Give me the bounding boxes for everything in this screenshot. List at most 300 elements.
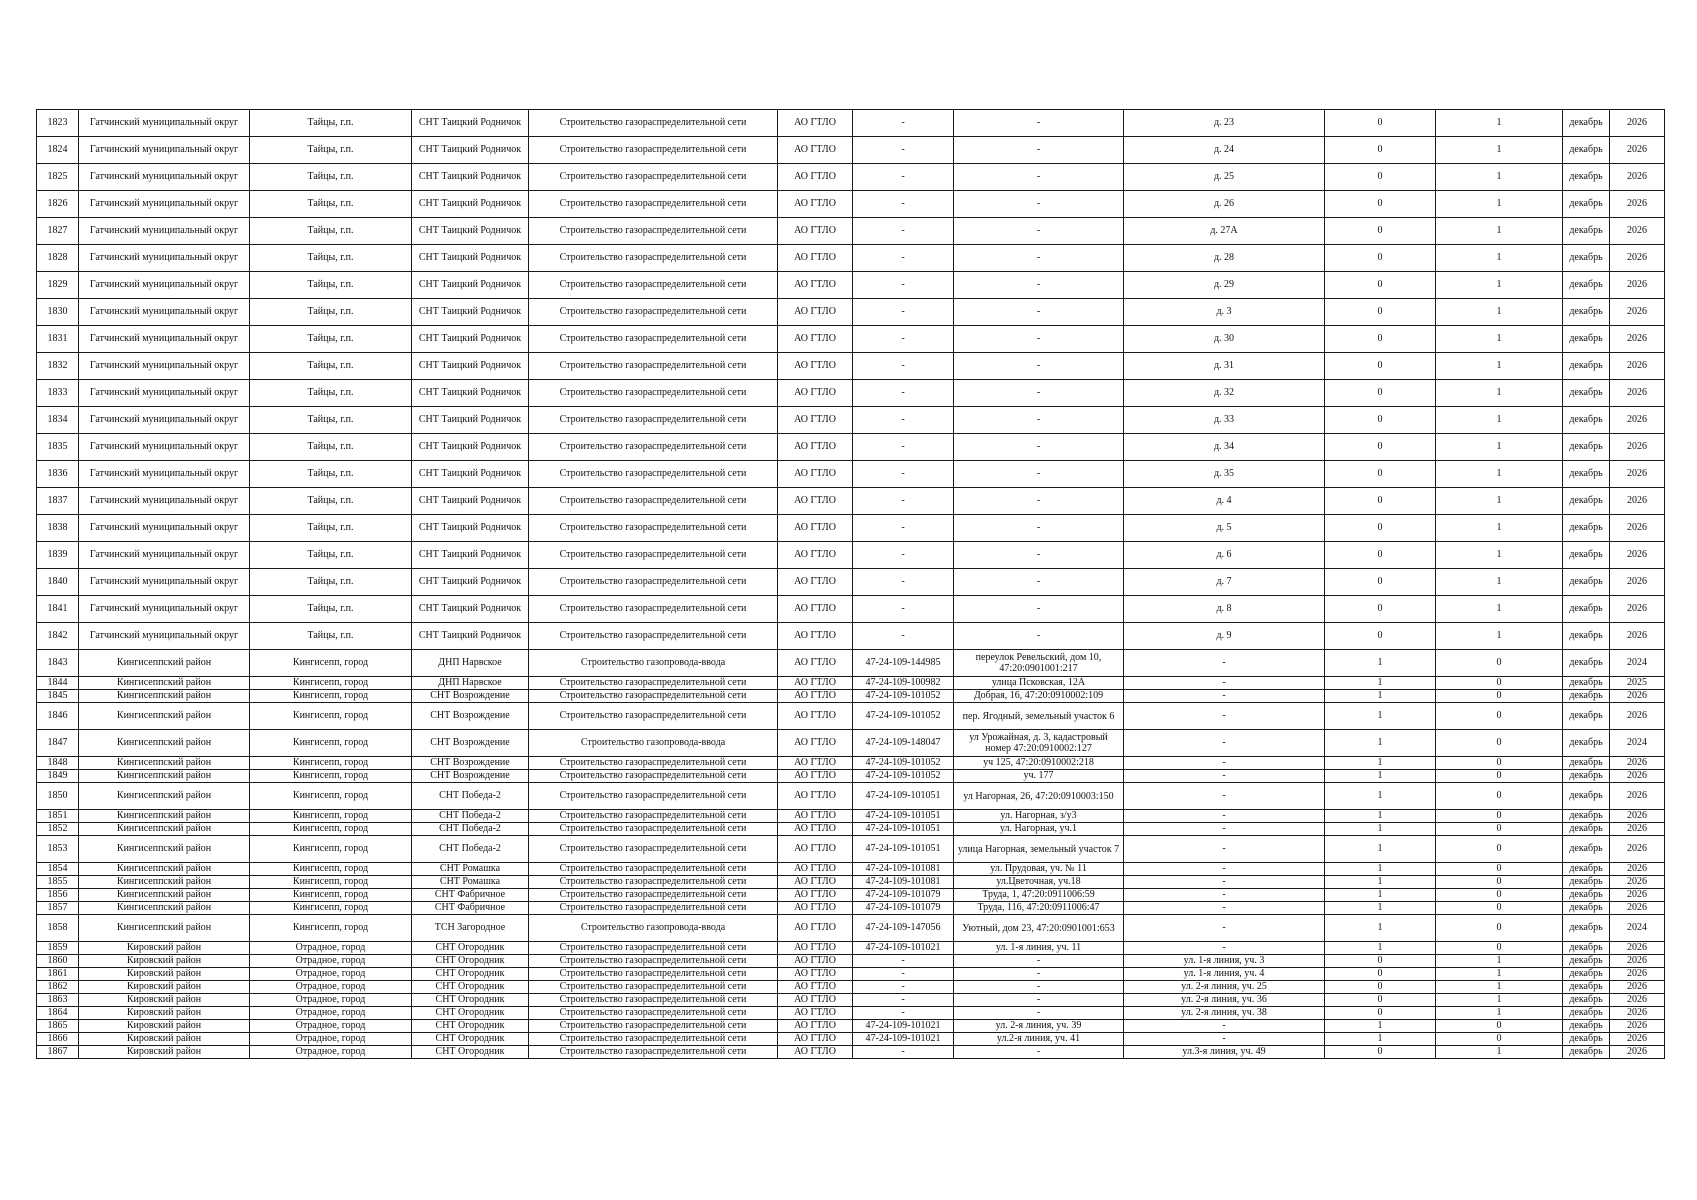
organization-cell: АО ГТЛО bbox=[778, 1020, 853, 1033]
house-cell: д. 3 bbox=[1124, 299, 1325, 326]
district-cell: Кировский район bbox=[79, 1020, 250, 1033]
month-cell: декабрь bbox=[1563, 1033, 1610, 1046]
table-row bbox=[37, 889, 1665, 902]
application-code-cell: - bbox=[853, 968, 954, 981]
count-a-cell: 0 bbox=[1325, 245, 1436, 272]
work-type-cell: Строительство газораспределительной сети bbox=[529, 1046, 778, 1059]
organization-cell: АО ГТЛО bbox=[778, 942, 853, 955]
locality-cell: Отрадное, город bbox=[250, 1007, 412, 1020]
count-a-cell: 1 bbox=[1325, 876, 1436, 889]
work-type-cell: Строительство газораспределительной сети bbox=[529, 380, 778, 407]
organization-cell: АО ГТЛО bbox=[778, 596, 853, 623]
table-row bbox=[37, 703, 1665, 730]
organization-cell: АО ГТЛО bbox=[778, 836, 853, 863]
locality-cell: Тайцы, г.п. bbox=[250, 488, 412, 515]
month-cell: декабрь bbox=[1563, 650, 1610, 677]
year-cell: 2026 bbox=[1610, 889, 1665, 902]
count-b-cell: 1 bbox=[1436, 1046, 1563, 1059]
application-code-cell: - bbox=[853, 981, 954, 994]
month-cell: декабрь bbox=[1563, 299, 1610, 326]
count-b-cell: 1 bbox=[1436, 191, 1563, 218]
month-cell: декабрь bbox=[1563, 902, 1610, 915]
work-type-cell: Строительство газораспределительной сети bbox=[529, 994, 778, 1007]
snt-cell: СНТ Таицкий Родничок bbox=[412, 164, 529, 191]
district-cell: Гатчинский муниципальный округ bbox=[79, 488, 250, 515]
snt-cell: СНТ Таицкий Родничок bbox=[412, 569, 529, 596]
count-a-cell: 0 bbox=[1325, 515, 1436, 542]
month-cell: декабрь bbox=[1563, 110, 1610, 137]
count-a-cell: 0 bbox=[1325, 981, 1436, 994]
snt-cell: СНТ Победа-2 bbox=[412, 810, 529, 823]
row-number: 1866 bbox=[37, 1033, 79, 1046]
month-cell: декабрь bbox=[1563, 770, 1610, 783]
table-row bbox=[37, 596, 1665, 623]
month-cell: декабрь bbox=[1563, 823, 1610, 836]
count-a-cell: 1 bbox=[1325, 942, 1436, 955]
count-b-cell: 1 bbox=[1436, 380, 1563, 407]
row-number: 1840 bbox=[37, 569, 79, 596]
district-cell: Кингисеппский район bbox=[79, 823, 250, 836]
month-cell: декабрь bbox=[1563, 218, 1610, 245]
district-cell: Гатчинский муниципальный округ bbox=[79, 272, 250, 299]
snt-cell: СНТ Возрождение bbox=[412, 770, 529, 783]
month-cell: декабрь bbox=[1563, 488, 1610, 515]
work-type-cell: Строительство газораспределительной сети bbox=[529, 690, 778, 703]
count-b-cell: 0 bbox=[1436, 863, 1563, 876]
count-a-cell: 0 bbox=[1325, 191, 1436, 218]
organization-cell: АО ГТЛО bbox=[778, 981, 853, 994]
count-a-cell: 0 bbox=[1325, 968, 1436, 981]
district-cell: Кингисеппский район bbox=[79, 783, 250, 810]
organization-cell: АО ГТЛО bbox=[778, 1007, 853, 1020]
application-code-cell: 47-24-109-101051 bbox=[853, 810, 954, 823]
month-cell: декабрь bbox=[1563, 353, 1610, 380]
month-cell: декабрь bbox=[1563, 968, 1610, 981]
count-a-cell: 0 bbox=[1325, 994, 1436, 1007]
house-cell: - bbox=[1124, 810, 1325, 823]
address-cell: переулок Ревельский, дом 10, 47:20:0901001:217 bbox=[954, 650, 1124, 677]
count-a-cell: 1 bbox=[1325, 757, 1436, 770]
organization-cell: АО ГТЛО bbox=[778, 994, 853, 1007]
work-type-cell: Строительство газораспределительной сети bbox=[529, 191, 778, 218]
organization-cell: АО ГТЛО bbox=[778, 434, 853, 461]
count-a-cell: 1 bbox=[1325, 1033, 1436, 1046]
count-a-cell: 1 bbox=[1325, 863, 1436, 876]
address-cell: - bbox=[954, 110, 1124, 137]
work-type-cell: Строительство газораспределительной сети bbox=[529, 823, 778, 836]
address-cell: Уютный, дом 23, 47:20:0901001:653 bbox=[954, 915, 1124, 942]
year-cell: 2026 bbox=[1610, 1046, 1665, 1059]
application-code-cell: 47-24-109-101021 bbox=[853, 942, 954, 955]
locality-cell: Кингисепп, город bbox=[250, 836, 412, 863]
application-code-cell: - bbox=[853, 542, 954, 569]
house-cell: д. 34 bbox=[1124, 434, 1325, 461]
application-code-cell: - bbox=[853, 191, 954, 218]
year-cell: 2026 bbox=[1610, 218, 1665, 245]
district-cell: Гатчинский муниципальный округ bbox=[79, 353, 250, 380]
locality-cell: Кингисепп, город bbox=[250, 677, 412, 690]
month-cell: декабрь bbox=[1563, 407, 1610, 434]
table-row bbox=[37, 994, 1665, 1007]
address-cell: - bbox=[954, 968, 1124, 981]
work-type-cell: Строительство газораспределительной сети bbox=[529, 770, 778, 783]
snt-cell: СНТ Огородник bbox=[412, 955, 529, 968]
organization-cell: АО ГТЛО bbox=[778, 299, 853, 326]
address-cell: Труда, 116, 47:20:0911006:47 bbox=[954, 902, 1124, 915]
snt-cell: СНТ Таицкий Родничок bbox=[412, 434, 529, 461]
snt-cell: СНТ Таицкий Родничок bbox=[412, 110, 529, 137]
address-cell: - bbox=[954, 1046, 1124, 1059]
snt-cell: СНТ Возрождение bbox=[412, 757, 529, 770]
count-a-cell: 0 bbox=[1325, 623, 1436, 650]
month-cell: декабрь bbox=[1563, 783, 1610, 810]
table-row bbox=[37, 515, 1665, 542]
year-cell: 2026 bbox=[1610, 757, 1665, 770]
district-cell: Кировский район bbox=[79, 994, 250, 1007]
snt-cell: СНТ Огородник bbox=[412, 1046, 529, 1059]
year-cell: 2026 bbox=[1610, 876, 1665, 889]
row-number: 1837 bbox=[37, 488, 79, 515]
snt-cell: СНТ Огородник bbox=[412, 1033, 529, 1046]
snt-cell: СНТ Огородник bbox=[412, 994, 529, 1007]
locality-cell: Тайцы, г.п. bbox=[250, 596, 412, 623]
house-cell: д. 29 bbox=[1124, 272, 1325, 299]
locality-cell: Тайцы, г.п. bbox=[250, 434, 412, 461]
month-cell: декабрь bbox=[1563, 542, 1610, 569]
year-cell: 2026 bbox=[1610, 968, 1665, 981]
locality-cell: Тайцы, г.п. bbox=[250, 461, 412, 488]
application-code-cell: 47-24-109-144985 bbox=[853, 650, 954, 677]
count-b-cell: 1 bbox=[1436, 353, 1563, 380]
table-row bbox=[37, 690, 1665, 703]
locality-cell: Кингисепп, город bbox=[250, 915, 412, 942]
application-code-cell: 47-24-109-148047 bbox=[853, 730, 954, 757]
month-cell: декабрь bbox=[1563, 863, 1610, 876]
work-type-cell: Строительство газораспределительной сети bbox=[529, 353, 778, 380]
locality-cell: Кингисепп, город bbox=[250, 770, 412, 783]
row-number: 1850 bbox=[37, 783, 79, 810]
house-cell: - bbox=[1124, 863, 1325, 876]
row-number: 1867 bbox=[37, 1046, 79, 1059]
row-number: 1842 bbox=[37, 623, 79, 650]
work-type-cell: Строительство газораспределительной сети bbox=[529, 110, 778, 137]
address-cell: - bbox=[954, 569, 1124, 596]
district-cell: Гатчинский муниципальный округ bbox=[79, 218, 250, 245]
locality-cell: Тайцы, г.п. bbox=[250, 569, 412, 596]
district-cell: Гатчинский муниципальный округ bbox=[79, 137, 250, 164]
work-type-cell: Строительство газораспределительной сети bbox=[529, 783, 778, 810]
work-type-cell: Строительство газораспределительной сети bbox=[529, 955, 778, 968]
house-cell: д. 5 bbox=[1124, 515, 1325, 542]
year-cell: 2024 bbox=[1610, 730, 1665, 757]
district-cell: Кингисеппский район bbox=[79, 836, 250, 863]
application-code-cell: 47-24-109-101051 bbox=[853, 783, 954, 810]
row-number: 1824 bbox=[37, 137, 79, 164]
count-b-cell: 1 bbox=[1436, 137, 1563, 164]
application-code-cell: 47-24-109-101081 bbox=[853, 876, 954, 889]
application-code-cell: - bbox=[853, 461, 954, 488]
application-code-cell: 47-24-109-101079 bbox=[853, 902, 954, 915]
row-number: 1848 bbox=[37, 757, 79, 770]
application-code-cell: 47-24-109-101021 bbox=[853, 1033, 954, 1046]
month-cell: декабрь bbox=[1563, 876, 1610, 889]
district-cell: Кировский район bbox=[79, 955, 250, 968]
snt-cell: СНТ Таицкий Родничок bbox=[412, 515, 529, 542]
district-cell: Гатчинский муниципальный округ bbox=[79, 434, 250, 461]
year-cell: 2026 bbox=[1610, 703, 1665, 730]
row-number: 1860 bbox=[37, 955, 79, 968]
organization-cell: АО ГТЛО bbox=[778, 757, 853, 770]
house-cell: - bbox=[1124, 915, 1325, 942]
table-row bbox=[37, 380, 1665, 407]
count-a-cell: 0 bbox=[1325, 407, 1436, 434]
locality-cell: Тайцы, г.п. bbox=[250, 137, 412, 164]
count-a-cell: 0 bbox=[1325, 488, 1436, 515]
month-cell: декабрь bbox=[1563, 757, 1610, 770]
count-b-cell: 0 bbox=[1436, 876, 1563, 889]
count-b-cell: 0 bbox=[1436, 770, 1563, 783]
month-cell: декабрь bbox=[1563, 942, 1610, 955]
year-cell: 2026 bbox=[1610, 1020, 1665, 1033]
table-row bbox=[37, 902, 1665, 915]
work-type-cell: Строительство газораспределительной сети bbox=[529, 299, 778, 326]
address-cell: - bbox=[954, 353, 1124, 380]
count-a-cell: 0 bbox=[1325, 434, 1436, 461]
address-cell: Добрая, 16, 47:20:0910002:109 bbox=[954, 690, 1124, 703]
address-cell: - bbox=[954, 981, 1124, 994]
year-cell: 2026 bbox=[1610, 245, 1665, 272]
year-cell: 2026 bbox=[1610, 902, 1665, 915]
district-cell: Кировский район bbox=[79, 968, 250, 981]
district-cell: Гатчинский муниципальный округ bbox=[79, 515, 250, 542]
row-number: 1853 bbox=[37, 836, 79, 863]
application-code-cell: - bbox=[853, 137, 954, 164]
application-code-cell: 47-24-109-101021 bbox=[853, 1020, 954, 1033]
month-cell: декабрь bbox=[1563, 569, 1610, 596]
address-cell: ул.2-я линия, уч. 41 bbox=[954, 1033, 1124, 1046]
row-number: 1852 bbox=[37, 823, 79, 836]
count-b-cell: 1 bbox=[1436, 623, 1563, 650]
year-cell: 2026 bbox=[1610, 981, 1665, 994]
year-cell: 2026 bbox=[1610, 863, 1665, 876]
table-row bbox=[37, 955, 1665, 968]
locality-cell: Тайцы, г.п. bbox=[250, 623, 412, 650]
address-cell: - bbox=[954, 299, 1124, 326]
work-type-cell: Строительство газораспределительной сети bbox=[529, 810, 778, 823]
address-cell: - bbox=[954, 461, 1124, 488]
snt-cell: СНТ Таицкий Родничок bbox=[412, 407, 529, 434]
count-b-cell: 0 bbox=[1436, 757, 1563, 770]
count-b-cell: 1 bbox=[1436, 245, 1563, 272]
count-b-cell: 0 bbox=[1436, 650, 1563, 677]
count-a-cell: 0 bbox=[1325, 272, 1436, 299]
house-cell: д. 30 bbox=[1124, 326, 1325, 353]
district-cell: Кировский район bbox=[79, 1007, 250, 1020]
organization-cell: АО ГТЛО bbox=[778, 245, 853, 272]
table-row bbox=[37, 245, 1665, 272]
address-cell: ул Урожайная, д. 3, кадастровый номер 47:20:0910002:127 bbox=[954, 730, 1124, 757]
row-number: 1857 bbox=[37, 902, 79, 915]
snt-cell: СНТ Возрождение bbox=[412, 730, 529, 757]
application-code-cell: - bbox=[853, 1007, 954, 1020]
application-code-cell: 47-24-109-101051 bbox=[853, 823, 954, 836]
table-row bbox=[37, 218, 1665, 245]
month-cell: декабрь bbox=[1563, 889, 1610, 902]
row-number: 1832 bbox=[37, 353, 79, 380]
count-b-cell: 1 bbox=[1436, 434, 1563, 461]
application-code-cell: - bbox=[853, 353, 954, 380]
year-cell: 2026 bbox=[1610, 434, 1665, 461]
count-b-cell: 0 bbox=[1436, 823, 1563, 836]
count-a-cell: 0 bbox=[1325, 326, 1436, 353]
table-row bbox=[37, 488, 1665, 515]
year-cell: 2026 bbox=[1610, 994, 1665, 1007]
address-cell: улица Псковская, 12А bbox=[954, 677, 1124, 690]
locality-cell: Тайцы, г.п. bbox=[250, 164, 412, 191]
snt-cell: СНТ Победа-2 bbox=[412, 836, 529, 863]
application-code-cell: - bbox=[853, 245, 954, 272]
year-cell: 2026 bbox=[1610, 1007, 1665, 1020]
month-cell: декабрь bbox=[1563, 836, 1610, 863]
table-row bbox=[37, 783, 1665, 810]
table-row bbox=[37, 569, 1665, 596]
count-a-cell: 0 bbox=[1325, 955, 1436, 968]
organization-cell: АО ГТЛО bbox=[778, 326, 853, 353]
snt-cell: СНТ Победа-2 bbox=[412, 783, 529, 810]
row-number: 1830 bbox=[37, 299, 79, 326]
month-cell: декабрь bbox=[1563, 703, 1610, 730]
house-cell: - bbox=[1124, 650, 1325, 677]
organization-cell: АО ГТЛО bbox=[778, 164, 853, 191]
count-a-cell: 0 bbox=[1325, 164, 1436, 191]
organization-cell: АО ГТЛО bbox=[778, 915, 853, 942]
locality-cell: Кингисепп, город bbox=[250, 757, 412, 770]
locality-cell: Кингисепп, город bbox=[250, 863, 412, 876]
table-row bbox=[37, 407, 1665, 434]
year-cell: 2026 bbox=[1610, 488, 1665, 515]
month-cell: декабрь bbox=[1563, 596, 1610, 623]
application-code-cell: - bbox=[853, 569, 954, 596]
count-a-cell: 0 bbox=[1325, 461, 1436, 488]
year-cell: 2024 bbox=[1610, 650, 1665, 677]
snt-cell: СНТ Таицкий Родничок bbox=[412, 245, 529, 272]
organization-cell: АО ГТЛО bbox=[778, 889, 853, 902]
address-cell: - bbox=[954, 326, 1124, 353]
snt-cell: ДНП Нарвское bbox=[412, 650, 529, 677]
table-row bbox=[37, 863, 1665, 876]
count-a-cell: 0 bbox=[1325, 353, 1436, 380]
work-type-cell: Строительство газораспределительной сети bbox=[529, 218, 778, 245]
address-cell: - bbox=[954, 955, 1124, 968]
year-cell: 2026 bbox=[1610, 810, 1665, 823]
application-code-cell: - bbox=[853, 218, 954, 245]
year-cell: 2026 bbox=[1610, 110, 1665, 137]
application-code-cell: - bbox=[853, 1046, 954, 1059]
locality-cell: Кингисепп, город bbox=[250, 823, 412, 836]
application-code-cell: - bbox=[853, 955, 954, 968]
gasification-table bbox=[36, 109, 1665, 1059]
work-type-cell: Строительство газопровода-ввода bbox=[529, 650, 778, 677]
month-cell: декабрь bbox=[1563, 326, 1610, 353]
table-row bbox=[37, 1033, 1665, 1046]
year-cell: 2026 bbox=[1610, 690, 1665, 703]
locality-cell: Тайцы, г.п. bbox=[250, 299, 412, 326]
house-cell: д. 7 bbox=[1124, 569, 1325, 596]
month-cell: декабрь bbox=[1563, 245, 1610, 272]
snt-cell: СНТ Огородник bbox=[412, 968, 529, 981]
application-code-cell: 47-24-109-101052 bbox=[853, 757, 954, 770]
year-cell: 2026 bbox=[1610, 515, 1665, 542]
house-cell: - bbox=[1124, 770, 1325, 783]
row-number: 1825 bbox=[37, 164, 79, 191]
house-cell: - bbox=[1124, 783, 1325, 810]
snt-cell: СНТ Таицкий Родничок bbox=[412, 353, 529, 380]
house-cell: - bbox=[1124, 677, 1325, 690]
organization-cell: АО ГТЛО bbox=[778, 783, 853, 810]
count-a-cell: 1 bbox=[1325, 902, 1436, 915]
count-b-cell: 1 bbox=[1436, 1007, 1563, 1020]
table-row bbox=[37, 1046, 1665, 1059]
locality-cell: Тайцы, г.п. bbox=[250, 272, 412, 299]
address-cell: - bbox=[954, 380, 1124, 407]
work-type-cell: Строительство газораспределительной сети bbox=[529, 1007, 778, 1020]
table-row bbox=[37, 1007, 1665, 1020]
month-cell: декабрь bbox=[1563, 677, 1610, 690]
work-type-cell: Строительство газораспределительной сети bbox=[529, 1020, 778, 1033]
month-cell: декабрь bbox=[1563, 434, 1610, 461]
year-cell: 2026 bbox=[1610, 191, 1665, 218]
house-cell: д. 28 bbox=[1124, 245, 1325, 272]
snt-cell: СНТ Таицкий Родничок bbox=[412, 542, 529, 569]
row-number: 1865 bbox=[37, 1020, 79, 1033]
count-a-cell: 1 bbox=[1325, 823, 1436, 836]
count-b-cell: 1 bbox=[1436, 407, 1563, 434]
application-code-cell: - bbox=[853, 110, 954, 137]
count-b-cell: 0 bbox=[1436, 677, 1563, 690]
table-row bbox=[37, 542, 1665, 569]
snt-cell: СНТ Огородник bbox=[412, 1007, 529, 1020]
table-row bbox=[37, 876, 1665, 889]
count-b-cell: 0 bbox=[1436, 690, 1563, 703]
count-b-cell: 1 bbox=[1436, 968, 1563, 981]
count-b-cell: 0 bbox=[1436, 889, 1563, 902]
house-cell: - bbox=[1124, 902, 1325, 915]
house-cell: д. 26 bbox=[1124, 191, 1325, 218]
locality-cell: Тайцы, г.п. bbox=[250, 110, 412, 137]
month-cell: декабрь bbox=[1563, 515, 1610, 542]
address-cell: - bbox=[954, 596, 1124, 623]
house-cell: ул. 1-я линия, уч. 4 bbox=[1124, 968, 1325, 981]
row-number: 1855 bbox=[37, 876, 79, 889]
table-row bbox=[37, 836, 1665, 863]
table-row bbox=[37, 650, 1665, 677]
organization-cell: АО ГТЛО bbox=[778, 902, 853, 915]
house-cell: - bbox=[1124, 942, 1325, 955]
work-type-cell: Строительство газораспределительной сети bbox=[529, 757, 778, 770]
month-cell: декабрь bbox=[1563, 730, 1610, 757]
locality-cell: Тайцы, г.п. bbox=[250, 326, 412, 353]
organization-cell: АО ГТЛО bbox=[778, 191, 853, 218]
count-b-cell: 1 bbox=[1436, 272, 1563, 299]
table-row bbox=[37, 623, 1665, 650]
address-cell: ул. Нагорная, уч.1 bbox=[954, 823, 1124, 836]
organization-cell: АО ГТЛО bbox=[778, 690, 853, 703]
application-code-cell: - bbox=[853, 488, 954, 515]
work-type-cell: Строительство газораспределительной сети bbox=[529, 461, 778, 488]
district-cell: Кингисеппский район bbox=[79, 915, 250, 942]
month-cell: декабрь bbox=[1563, 164, 1610, 191]
row-number: 1851 bbox=[37, 810, 79, 823]
